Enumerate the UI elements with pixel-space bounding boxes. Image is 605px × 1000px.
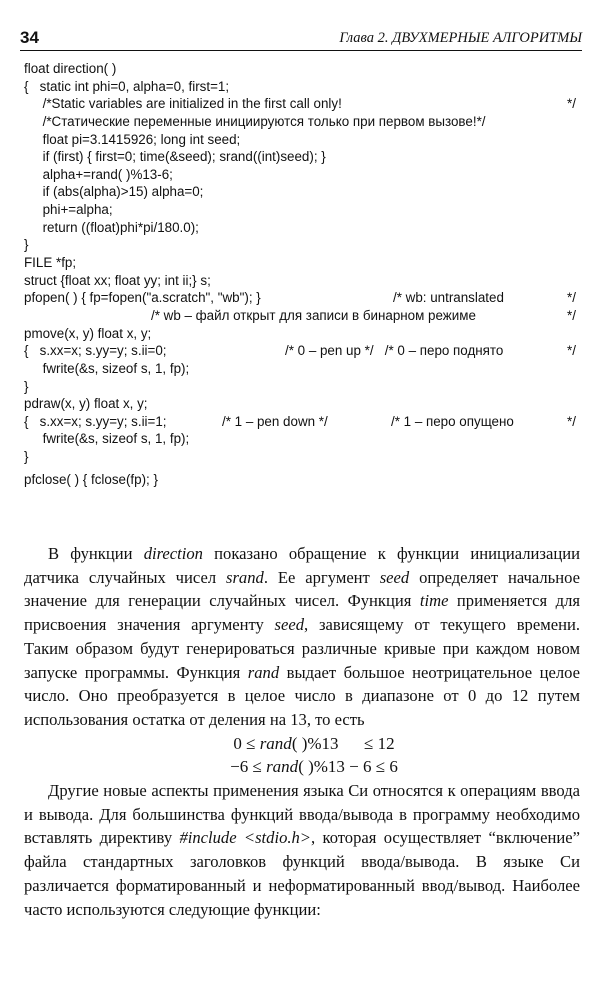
page-number: 34 (20, 28, 39, 47)
page-header (20, 28, 582, 50)
formula: −6 ≤ rand( )%13 − 6 ≤ 6 (230, 757, 398, 777)
formula: 0 ≤ rand( )%13 ≤ 12 (233, 733, 395, 753)
paragraph: В функции direction показано обращение к функции инициализации датчика случайных чисел srand. Ее аргумент seed определяет начальное значение для генерации случайных чисел. Функция time применяется для присвоения значения аргументу seed, зависящему от текущего времени. Таким образом будут генерироваться различные кривые при каждом новом запуске программы. Функция rand выдает большое неотрицательное целое число. Оно преобразуется в целое число в диапазоне от 0 до 12 путем использования остатка от деления на 13, то есть (24, 544, 581, 729)
paragraph: Другие новые аспекты применения языка Си относятся к операциям ввода и вывода. Для большинства функций ввода/вывода в программу необходимо вставлять директиву #include <stdio.h>, которая осуществляет “включение” файла стандартных заголовков функций ввода/вывода. В языке Си различается форматированный и неформатированный ввод/вывод. Наиболее часто используются следующие функции: (24, 781, 581, 919)
chapter-title: Глава 2. ДВУХМЕРНЫЕ АЛГОРИТМЫ (339, 30, 582, 46)
body-text (24, 542, 580, 921)
header-rule (20, 50, 582, 51)
